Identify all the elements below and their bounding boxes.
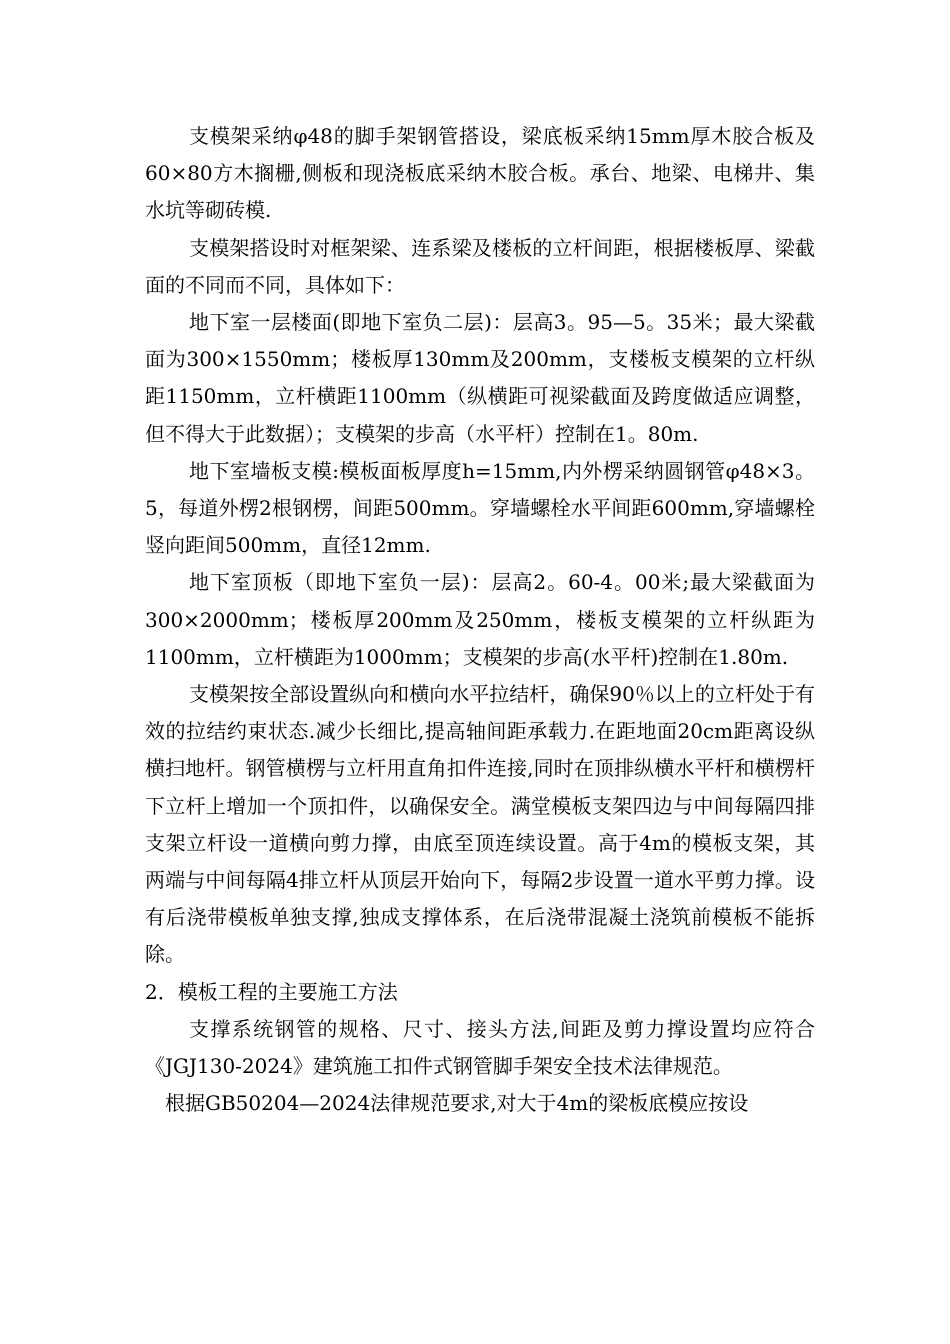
paragraph-basement-roof-slab: 地下室顶板（即地下室负一层)：层高2。60-4。00米;最大梁截面为300×2000mm；楼板厚200mm及250mm，楼板支模架的立杆纵距为1100mm，立杆横距为1000mm；支模架的步高(水平杆)控制在1.80m.	[145, 570, 815, 669]
paragraph-steel-pipe-specification: 支撑系统钢管的规格、尺寸、接头方法,间距及剪力撑设置均应符合《JGJ130-2024》建筑施工扣件式钢管脚手架安全技术法律规范。	[145, 1016, 815, 1079]
paragraph-formwork-materials: 支模架采纳φ48的脚手架钢管搭设，梁底板采纳15mm厚木胶合板及60×80方木搁栅,侧板和现浇板底采纳木胶合板。承台、地梁、电梯井、集水坑等砌砖模.	[145, 124, 815, 223]
paragraph-basement-wall-formwork: 地下室墙板支模:模板面板厚度h=15mm,内外楞采纳圆钢管φ48×3。5，每道外楞2根钢楞，间距500mm。穿墙螺栓水平间距600mm,穿墙螺栓竖向距间500mm，直径12mm.	[145, 458, 815, 558]
section-heading-construction-methods: 2．模板工程的主要施工方法	[145, 979, 398, 1004]
document-body	[145, 118, 815, 1122]
paragraph-gb50204-requirement: 根据GB50204—2024法律规范要求,对大于4m的梁板底模应按设	[165, 1091, 749, 1116]
paragraph-pole-spacing-intro: 支模架搭设时对框架梁、连系梁及楼板的立杆间距，根据楼板厚、梁截面的不同而不同，具体如下：	[145, 235, 815, 297]
paragraph-basement-floor-one: 地下室一层楼面(即地下室负二层)：层高3。95—5。35米；最大梁截面为300×1550mm；楼板厚130mm及200mm，支楼板支模架的立杆纵距1150mm，立杆横距1100mm（纵横距可视梁截面及跨度做适应调整，但不得大于此数据）；支模架的步高（水平杆）控制在1。80m.	[145, 310, 815, 446]
paragraph-bracing-requirements: 支模架按全部设置纵向和横向水平拉结杆，确保90％以上的立杆处于有效的拉结约束状态.减少长细比,提高轴间距承载力.在距地面20cm距离设纵横扫地杆。钢管横楞与立杆用直角扣件连接,同时在顶排纵横水平杆和横楞杆下立杆上增加一个顶扣件，以确保安全。满堂模板支架四边与中间每隔四排支架立杆设一道横向剪力撑，由底至顶连续设置。高于4m的模板支架，其两端与中间每隔4排立杆从顶层开始向下，每隔2步设置一道水平剪力撑。设有后浇带模板单独支撑,独成支撑体系，在后浇带混凝土浇筑前模板不能拆除。	[145, 682, 815, 967]
